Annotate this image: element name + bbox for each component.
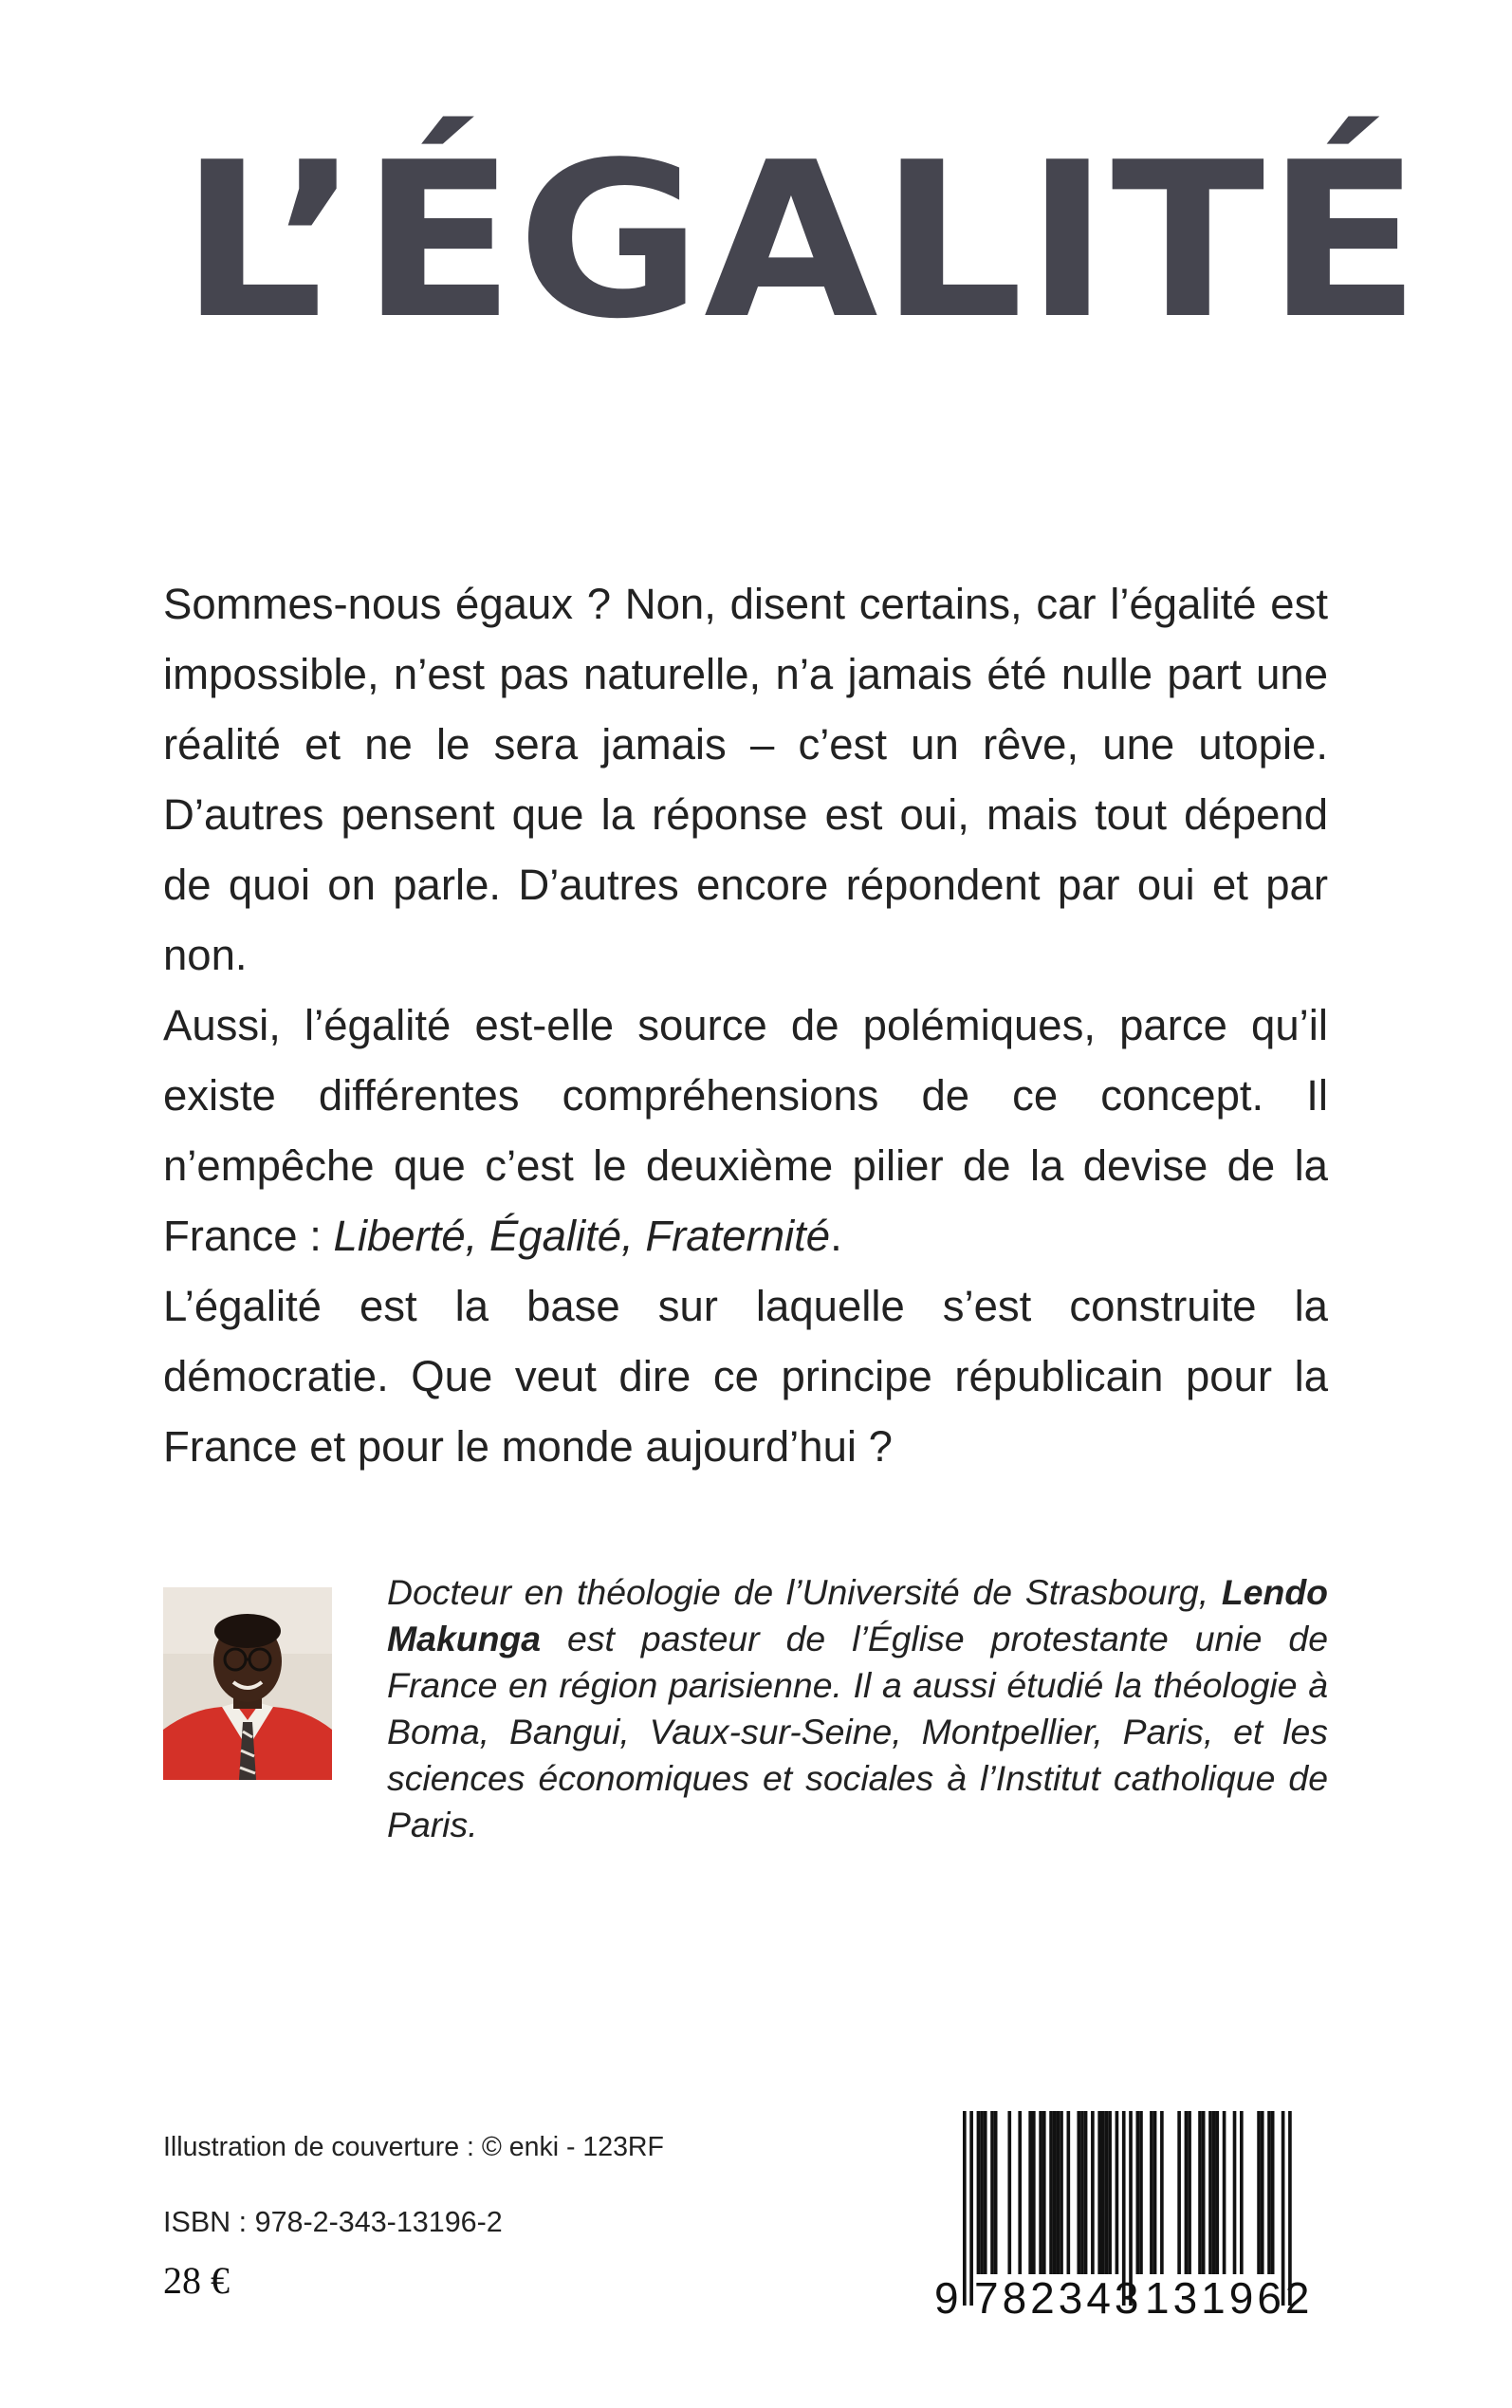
barcode-bar [1150,2111,1153,2274]
barcode-bar [1223,2111,1226,2274]
blurb-paragraph-2 [163,991,1328,1271]
barcode-bar [1139,2111,1143,2274]
barcode-bar [1267,2111,1271,2274]
barcode-bar [1077,2111,1080,2274]
barcode-bar [1240,2111,1244,2274]
barcode-bar [963,2111,967,2306]
barcode-bar [1097,2111,1101,2274]
barcode-bar [1067,2111,1071,2274]
barcode-bar [980,2111,984,2274]
isbn: ISBN : 978-2-343-13196-2 [163,2206,503,2238]
barcode-bar [1160,2111,1164,2274]
barcode-bar [1101,2111,1105,2274]
book-title: L’ÉGALITÉ [180,117,1423,366]
barcode-bar [1053,2111,1057,2274]
barcode-bar [1188,2111,1191,2274]
blurb-paragraph-2-lead: Aussi, l’égalité est-elle source de polémiques, parce qu’il existe différentes compréhensions de ce concept. Il n’empêche que c’est le deuxième pilier de la devise de la France : [163,1001,1328,1260]
blurb-paragraph-1: Sommes-nous égaux ? Non, disent certains, car l’égalité est impossible, n’est pas naturelle, n’a jamais été nulle part une réalité et ne le sera jamais – c’est un rêve, une utopie. D’autres pensent que la réponse est oui, mais tout dépend de quoi on parle. D’autres encore répondent par oui et par non. [163,580,1328,979]
barcode-bar [1032,2111,1036,2274]
author-bio-after: est pasteur de l’Église protestante unie de France en région parisienne. Il a aussi étudié la théologie à Boma, Bangui, Vaux-sur-Seine, Montpellier, Paris, et les sciences économiques et sociales à l’Institut catholique de Paris. [387,1619,1328,1844]
barcode-bar [1108,2111,1112,2274]
barcode-bar [1261,2111,1264,2274]
barcode-bar [984,2111,987,2274]
barcode-bar [1271,2111,1275,2274]
blurb-paragraph-3: L’égalité est la base sur laquelle s’est construite la démocratie. Que veut dire ce principe républicain pour la France et pour le monde aujourd’hui ? [163,1282,1328,1471]
price: 28 € [163,2259,230,2302]
barcode-bar [994,2111,998,2274]
barcode-digit-group-2: 131962 [1145,2273,1314,2323]
barcode-bar [1153,2111,1157,2274]
author-name: Lendo Makunga [387,1572,1328,1658]
barcode-bar [1039,2111,1042,2274]
barcode-bar [1060,2111,1063,2274]
barcode-bar [1091,2111,1095,2274]
barcode-bar [1233,2111,1237,2274]
barcode-bar [1042,2111,1046,2274]
barcode-bar [1007,2111,1011,2274]
barcode-digit-group-1: 782343 [974,2273,1143,2323]
author-bio [387,1569,1328,1848]
barcode-bar [977,2111,981,2274]
blurb-paragraph-2-end: . [830,1212,842,1260]
barcode-bar [1057,2111,1060,2274]
barcode-lead-digit: 9 [934,2273,960,2323]
barcode-bar [1185,2111,1189,2274]
national-motto: Liberté, Égalité, Fraternité [333,1212,831,1260]
barcode-bar [1177,2111,1181,2274]
barcode-bar [1105,2111,1109,2274]
illustration-credit: Illustration de couverture : © enki - 123RF [163,2132,664,2162]
barcode-bar [1136,2111,1140,2274]
barcode-bar [990,2111,994,2274]
barcode-bar [1212,2111,1216,2274]
barcode-bar [1116,2111,1119,2274]
barcode-bar [1080,2111,1084,2274]
barcode-bar [1215,2111,1219,2274]
barcode-bar [1198,2111,1202,2274]
author-photo [163,1587,332,1780]
barcode-bar [1018,2111,1022,2274]
author-portrait-image [163,1587,332,1780]
barcode-bar [1084,2111,1088,2274]
author-bio-before: Docteur en théologie de l’Université de Strasbourg, [387,1572,1222,1612]
ean-barcode [934,2111,1314,2325]
back-cover-blurb [163,569,1328,1482]
barcode-bar [1202,2111,1206,2274]
barcode-bar [1257,2111,1261,2274]
barcode-bar [1208,2111,1212,2274]
barcode-bar [1028,2111,1032,2274]
barcode-bar [1049,2111,1053,2274]
barcode-bar [969,2111,973,2306]
